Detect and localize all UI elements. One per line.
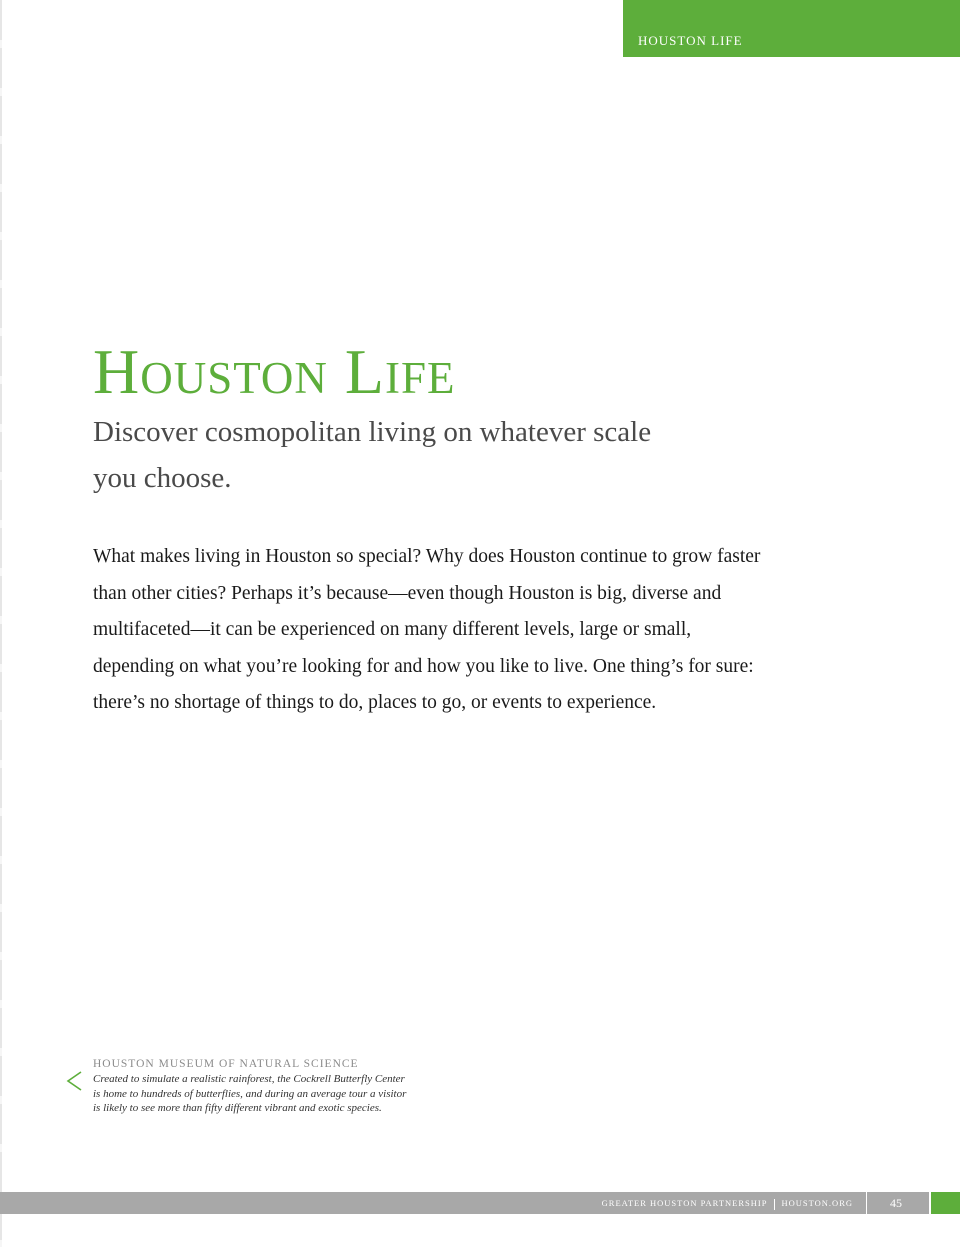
footer-accent-block [931,1192,960,1214]
footer-separator [774,1199,775,1210]
chevron-left-icon [64,1068,86,1094]
body-paragraph: What makes living in Houston so special? Why does Houston continue to grow faster than other cities? Perhaps it’s because—even though Houston is big, diverse and multifaceted—it can be experienced on many different levels, large or small, depending on what you’re looking for and how you like to live. One thing’s for sure: there’s no shortage of things to do, places to go, or events to experience. [93,546,761,714]
photo-caption [93,1057,413,1116]
page-edge-decoration [0,0,2,1247]
page-subtitle: Discover cosmopolitan living on whatever scale you choose. [93,416,652,494]
page-title: Houston Life [93,336,456,407]
section-header-label: HOUSTON LIFE [638,33,743,48]
footer-organization: GREATER HOUSTON PARTNERSHIP [601,1198,768,1208]
caption-title: HOUSTON MUSEUM OF NATURAL SCIENCE [93,1058,359,1070]
footer-bar [0,1192,929,1214]
footer-website-link[interactable]: HOUSTON.ORG [781,1198,853,1208]
footer-credits [602,1192,853,1214]
footer-divider [866,1192,867,1214]
section-header-tab [623,0,960,57]
caption-text: Created to simulate a realistic rainforest, the Cockrell Butterfly Center is home to hundreds of butterflies, and during an average tour a visitor is likely to see more than fifty different vibrant and exotic species. [93,1073,407,1114]
page-number: 45 [890,1196,902,1210]
